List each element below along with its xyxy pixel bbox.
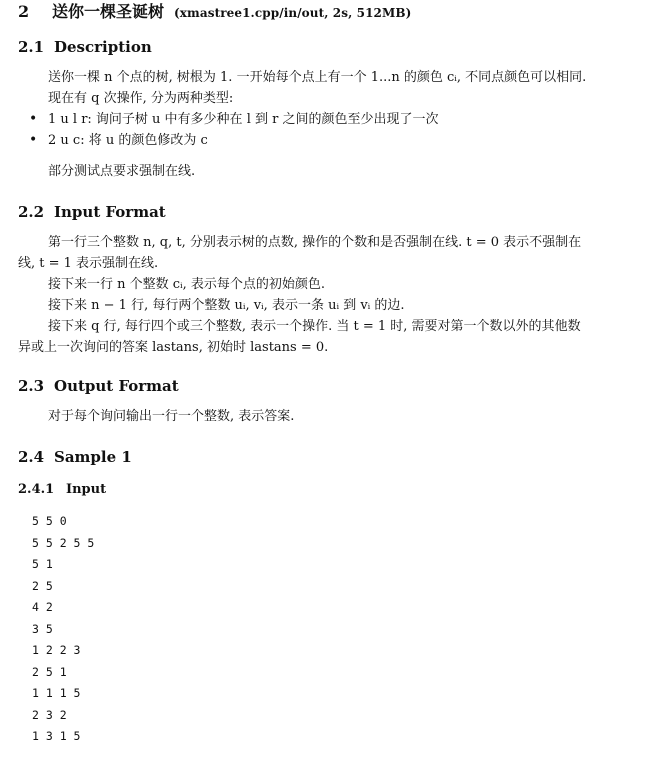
section-2-4-1-number: 2.4.1: [18, 482, 55, 497]
sample-input-line: 1 1 1 5: [32, 686, 81, 700]
list-item: • 1 u l r: 询问子树 u 中有多少种在 l 到 r 之间的颜色至少出现了一次: [18, 109, 649, 130]
section-2-4-number: 2.4: [18, 448, 45, 466]
section-2-heading: [18, 0, 649, 25]
section-2-2-number: 2.2: [18, 203, 45, 221]
section-2-title: 送你一棵圣诞树: [52, 2, 165, 21]
description-paragraph-3: 部分测试点要求强制在线.: [48, 164, 196, 179]
section-2-meta: (xmastree1.cpp/in/out, 2s, 512MB): [174, 6, 412, 20]
section-2-4-heading: [18, 447, 649, 467]
sample-input-line: 1 3 1 5: [32, 729, 81, 743]
output-format-paragraph: 对于每个询问输出一行一个整数, 表示答案.: [48, 409, 295, 424]
input-format-line: 接下来 n − 1 行, 每行两个整数 uᵢ, vᵢ, 表示一条 uᵢ 到 vᵢ 的边.: [48, 298, 405, 313]
section-2-3-number: 2.3: [18, 377, 45, 395]
sample-input-line: 5 5 0: [32, 514, 67, 528]
section-2-1-title: Description: [54, 38, 152, 56]
sample-input-block: [18, 511, 649, 748]
section-2-1-heading: [18, 37, 649, 57]
input-format-line: 异或上一次询问的答案 lastans, 初始时 lastans = 0.: [18, 340, 329, 355]
section-2-3-heading: [18, 376, 649, 396]
sample-input-line: 2 5 1: [32, 664, 67, 679]
section-2-3-title: Output Format: [54, 377, 179, 395]
list-item: • 2 u c: 将 u 的颜色修改为 c: [18, 130, 649, 151]
section-2-4-1-title: Input: [66, 482, 107, 497]
section-2-number: 2: [18, 2, 30, 21]
section-2-4-1-heading: [18, 481, 649, 499]
description-paragraph-1: 送你一棵 n 个点的树, 树根为 1. 一开始每个点上有一个 1...n 的颜色 cᵢ, 不同点颜色可以相同.: [48, 70, 587, 85]
operation-types-list: [18, 109, 649, 151]
sample-input-line: 5 1: [32, 557, 53, 571]
input-format-line: 线, t = 1 表示强制在线.: [18, 256, 159, 271]
input-format-block: [18, 232, 649, 358]
description-paragraph-2: 现在有 q 次操作, 分为两种类型:: [48, 91, 234, 106]
input-format-line: 接下来 q 行, 每行四个或三个整数, 表示一个操作. 当 t = 1 时, 需要对第一个数以外的其他数: [48, 319, 581, 334]
sample-input-line: 2 3 2: [32, 707, 67, 722]
sample-input-line: 1 2 2 3: [32, 643, 81, 657]
section-2-2-heading: [18, 202, 649, 222]
section-2-2-title: Input Format: [54, 203, 166, 221]
section-2-1-number: 2.1: [18, 38, 45, 56]
sample-input-line: 5 5 2 5 5: [32, 535, 95, 550]
sample-input-line: 4 2: [32, 600, 53, 614]
section-2-4-title: Sample 1: [54, 448, 132, 466]
sample-input-line: 2 5: [32, 578, 53, 593]
input-format-line: 接下来一行 n 个整数 cᵢ, 表示每个点的初始颜色.: [48, 277, 326, 292]
input-format-line: 第一行三个整数 n, q, t, 分别表示树的点数, 操作的个数和是否强制在线. t = 0 表示不强制在: [48, 235, 582, 250]
sample-input-line: 3 5: [32, 621, 53, 636]
